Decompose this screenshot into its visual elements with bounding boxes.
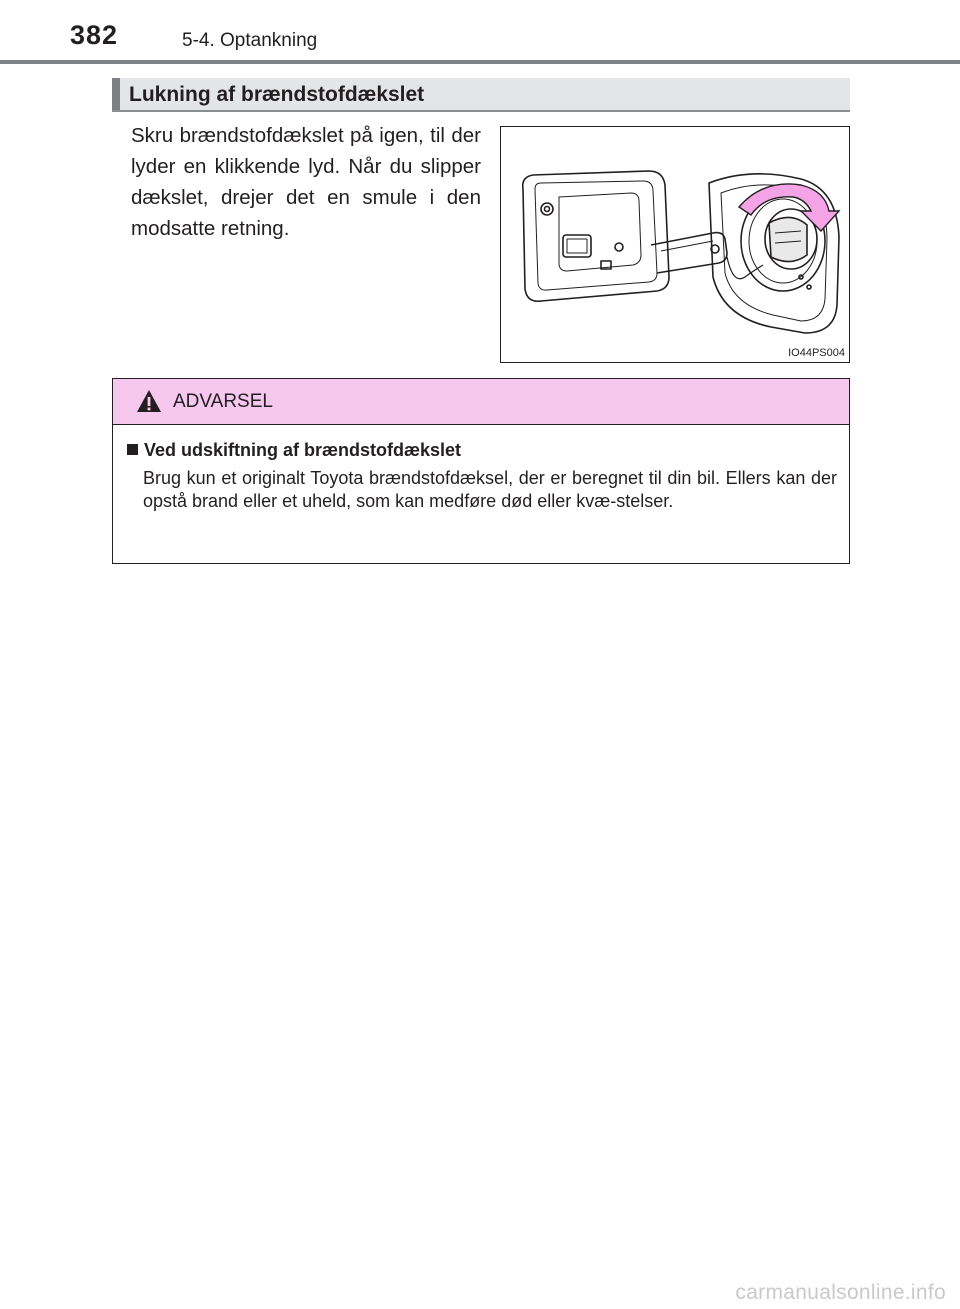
warning-triangle-icon xyxy=(136,389,162,413)
warning-header xyxy=(113,379,849,425)
header-divider xyxy=(0,60,960,64)
fuel-cap-illustration xyxy=(500,126,850,363)
warning-label: ADVARSEL xyxy=(173,391,273,412)
page-number: 382 xyxy=(70,20,119,50)
chapter-title: 5-4. Optankning xyxy=(182,30,318,51)
bullet-square-icon xyxy=(127,444,138,455)
warning-subheading-text: Ved udskiftning af brændstofdækslet xyxy=(144,440,462,460)
warning-box xyxy=(112,378,850,564)
figure-code: IO44PS004 xyxy=(788,347,845,359)
watermark: carmanualsonline.info xyxy=(735,1281,946,1304)
heading-accent-bar xyxy=(112,78,120,110)
section-heading xyxy=(112,78,850,112)
fuel-door-drawing xyxy=(501,127,849,362)
warning-text: Brug kun et originalt Toyota brændstofdæksel, der er beregnet til din bil. Ellers kan der opstå brand eller et uheld, som kan medføre død eller kvæ-stelser. xyxy=(143,468,837,511)
section-title: Lukning af brændstofdækslet xyxy=(129,83,425,106)
warning-subheading xyxy=(127,440,461,461)
instruction-text: Skru brændstofdækslet på igen, til der lyder en klikkende lyd. Når du slipper dækslet, drejer det en smule i den modsatte retning. xyxy=(131,124,481,240)
